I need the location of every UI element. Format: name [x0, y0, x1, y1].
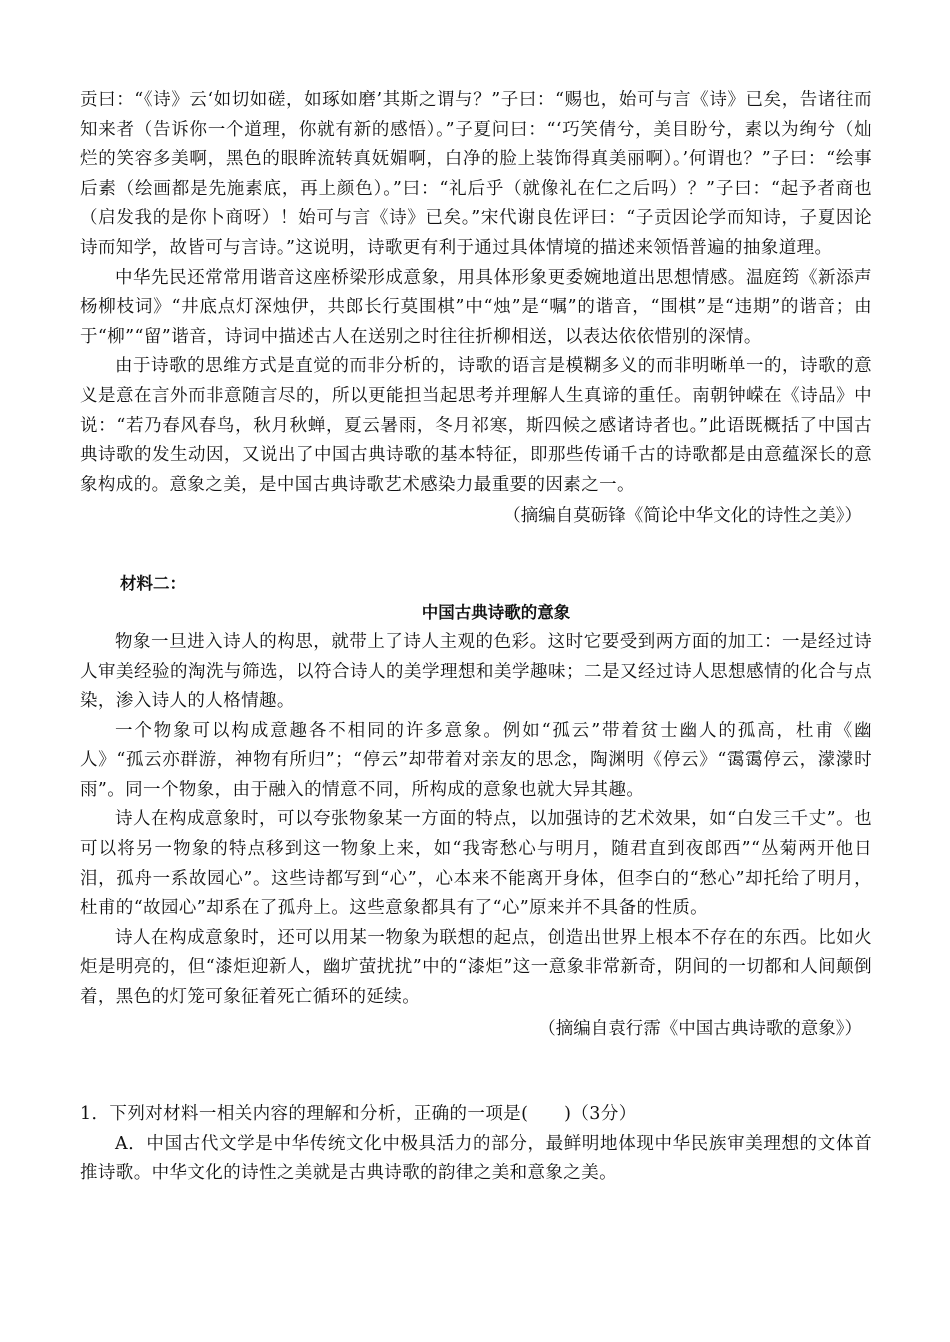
- material-two-paragraph-1: 物象一旦进入诗人的构思，就带上了诗人主观的色彩。这时它要受到两方面的加工：一是经过诗人审美经验的淘洗与筛选，以符合诗人的美学理想和美学趣味；二是又经过诗人思想感情的化合与点染，渗入诗人的人格情趣。: [80, 631, 872, 712]
- question-1-stem: 1．下列对材料一相关内容的理解和分析，正确的一项是( )（3分）: [80, 1104, 637, 1125]
- material-two-paragraph-2: 一个物象可以构成意趣各不相同的许多意象。例如“孤云”带着贫士幽人的孤高，杜甫《幽人》“孤云亦群游，神物有所归”；“停云”却带着对亲友的思念，陶渊明《停云》“霭霭停云，濛濛时雨”。同一个物象，由于融入的情意不同，所构成的意象也就大异其趣。: [80, 720, 872, 800]
- material-two: [80, 570, 872, 1044]
- material-one: [80, 86, 872, 532]
- question-1-option-a: A．中国古代文学是中华传统文化中极具活力的部分，最鲜明地体现中华民族审美理想的文体首推诗歌。中华文化的诗性之美就是古典诗歌的韵律之美和意象之美。: [80, 1133, 872, 1184]
- material-one-source: （摘编自莫砺锋《简论中华文化的诗性之美》）: [503, 506, 862, 527]
- material-one-paragraph-1: 贡曰：“《诗》云‘如切如磋，如琢如磨’其斯之谓与？”子曰：“赐也，始可与言《诗》已矣，告诸往而知来者（告诉你一个道理，你就有新的感悟）。”子夏问曰：“‘巧笑倩兮，美目盼兮，素以为绚兮（灿烂的笑容多美啊，黑色的眼眸流转真妩媚啊，白净的脸上装饰得真美丽啊）。’何谓也？”子曰：“绘事后素（绘画都是先施素底，再上颜色）。”曰：“礼后乎（就像礼在仁之后吗）？”子曰：“起予者商也（启发我的是你卜商呀）！始可与言《诗》已矣。”宋代谢良佐评曰：“子贡因论学而知诗，子夏因论诗而知学，故皆可与言诗。”这说明，诗歌更有利于通过具体情境的描述来领悟普遍的抽象道理。: [80, 90, 872, 258]
- document-page: [80, 86, 872, 1189]
- material-two-label: 材料二：: [120, 573, 186, 593]
- material-two-title: 中国古典诗歌的意象: [421, 602, 571, 622]
- material-two-source: （摘编自袁行霈《中国古典诗歌的意象》）: [538, 1018, 862, 1039]
- material-two-paragraph-3: 诗人在构成意象时，可以夸张物象某一方面的特点，以加强诗的艺术效果，如“白发三千丈”。也可以将另一物象的特点移到这一物象上来，如“我寄愁心与明月，随君直到夜郎西”“丛菊两开他日泪，孤舟一系故园心”。这些诗都写到“心”，心本来不能离开身体，但李白的“愁心”却托给了明月，杜甫的“故园心”却系在了孤舟上。这些意象都具有了“心”原来并不具备的性质。: [80, 809, 872, 919]
- material-one-paragraph-2: 中华先民还常常用谐音这座桥梁形成意象，用具体形象更委婉地道出思想情感。温庭筠《新添声杨柳枝词》“井底点灯深烛伊，共郎长行莫围棋”中“烛”是“嘱”的谐音，“围棋”是“违期”的谐音；由于“柳”“留”谐音，诗词中描述古人在送别之时往往折柳相送，以表达依依惜别的深情。: [80, 267, 872, 347]
- material-two-paragraph-4: 诗人在构成意象时，还可以用某一物象为联想的起点，创造出世界上根本不存在的东西。比如火炬是明亮的，但“漆炬迎新人，幽圹萤扰扰”中的“漆炬”这一意象非常新奇，阴间的一切都和人间颠倒着，黑色的灯笼可象征着死亡循环的延续。: [80, 927, 872, 1008]
- material-one-paragraph-3: 由于诗歌的思维方式是直觉的而非分析的，诗歌的语言是模糊多义的而非明晰单一的，诗歌的意义是意在言外而非意随言尽的，所以更能担当起思考并理解人生真谛的重任。南朝钟嵘在《诗品》中说：“若乃春风春鸟，秋月秋蝉，夏云暑雨，冬月祁寒，斯四候之感诸诗者也。”此语既概括了中国古典诗歌的发生动因，又说出了中国古典诗歌的基本特征，即那些传诵千古的诗歌都是由意蕴深长的意象构成的。意象之美，是中国古典诗歌艺术感染力最重要的因素之一。: [80, 356, 872, 495]
- question-1: [80, 1100, 872, 1189]
